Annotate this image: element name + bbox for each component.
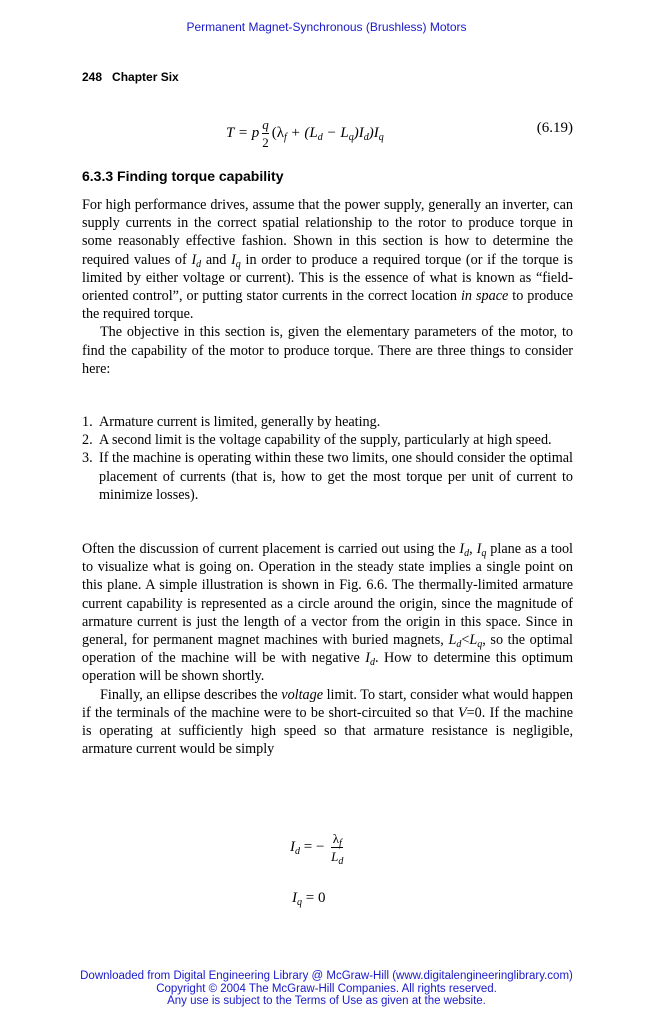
equation-number: (6.19) xyxy=(536,120,573,136)
list-item: 2. A second limit is the voltage capability of the supply, particularly at high speed. xyxy=(82,432,552,449)
running-head xyxy=(82,70,189,84)
body-text-top xyxy=(82,196,573,378)
chapter-label: Chapter Six xyxy=(112,70,179,84)
page-number: 248 xyxy=(82,70,103,84)
body-text-bottom xyxy=(82,540,573,758)
footer-line: Copyright © 2004 The McGraw-Hill Companies. All rights reserved. xyxy=(156,982,497,995)
section-heading: 6.3.3 Finding torque capability xyxy=(82,168,284,184)
list-item: 1. Armature current is limited, generally by heating. xyxy=(82,414,381,430)
paragraph-4: Finally, an ellipse describes the voltage limit. To start, consider what would happen if the terminals of the machine were to be short-circuited so that V=0. If the machine is operating at sufficiently high speed so that armature resistance is negligible, armature current would be simply xyxy=(82,686,573,758)
numbered-list xyxy=(82,413,573,504)
paragraph-2: The objective in this section is, given the elementary parameters of the motor, to find the capability of the motor to produce torque. There are three things to consider here: xyxy=(82,324,573,377)
footer-line: Downloaded from Digital Engineering Library @ McGraw-Hill (www.digitalengineeringlibrary.com) xyxy=(80,970,573,982)
paragraph-3: Often the discussion of current placement is carried out using the $I_d$, $I_q$ plane as a tool to visualize what is going on. Operation in the steady state implies a single point on this plane. A simple illustration is shown in Fig. 6.6. The thermally-limited armature current capability is represented as a circle around the origin, since the magnitude of armature current is just the length of a vector from the origin in this space. Since in general, for permanent magnet machines with buried magnets, $L_d<L_q$, so the optimal operation of the machine will be with negative $I_d$. How to determine this optimum operation will be shown shortly. xyxy=(82,541,574,685)
list-item: 3. If the machine is operating within these two limits, one should consider the optimal placement of currents (that is, how to get the most torque per unit of current to minimize losses). xyxy=(82,450,573,503)
equation-6-19 xyxy=(0,112,653,152)
footer xyxy=(0,970,653,1008)
footer-line: Any use is subject to the Terms of Use as given at the website. xyxy=(167,995,486,1007)
paragraph-1: For high performance drives, assume that the power supply, generally an inverter, can supply currents in the correct spatial relationship to the rotor to produce torque in some reasonably effective fashion. Shown in this section is how to determine the required values of $I_d$ and $I_q$ in order to produce a required torque (or if the torque is limited by either voltage or current). This is the essence of what is known as “field-oriented control”, or putting stator currents in the correct location in space to produce the required torque. xyxy=(82,197,573,323)
top-banner: Permanent Magnet-Synchronous (Brushless) Motors xyxy=(186,20,467,34)
equation-6-19-body: T = p $\frac{q}{2}$ $(\lambda_f + (L_d - L_q)I_d)I_q$ xyxy=(226,117,384,150)
